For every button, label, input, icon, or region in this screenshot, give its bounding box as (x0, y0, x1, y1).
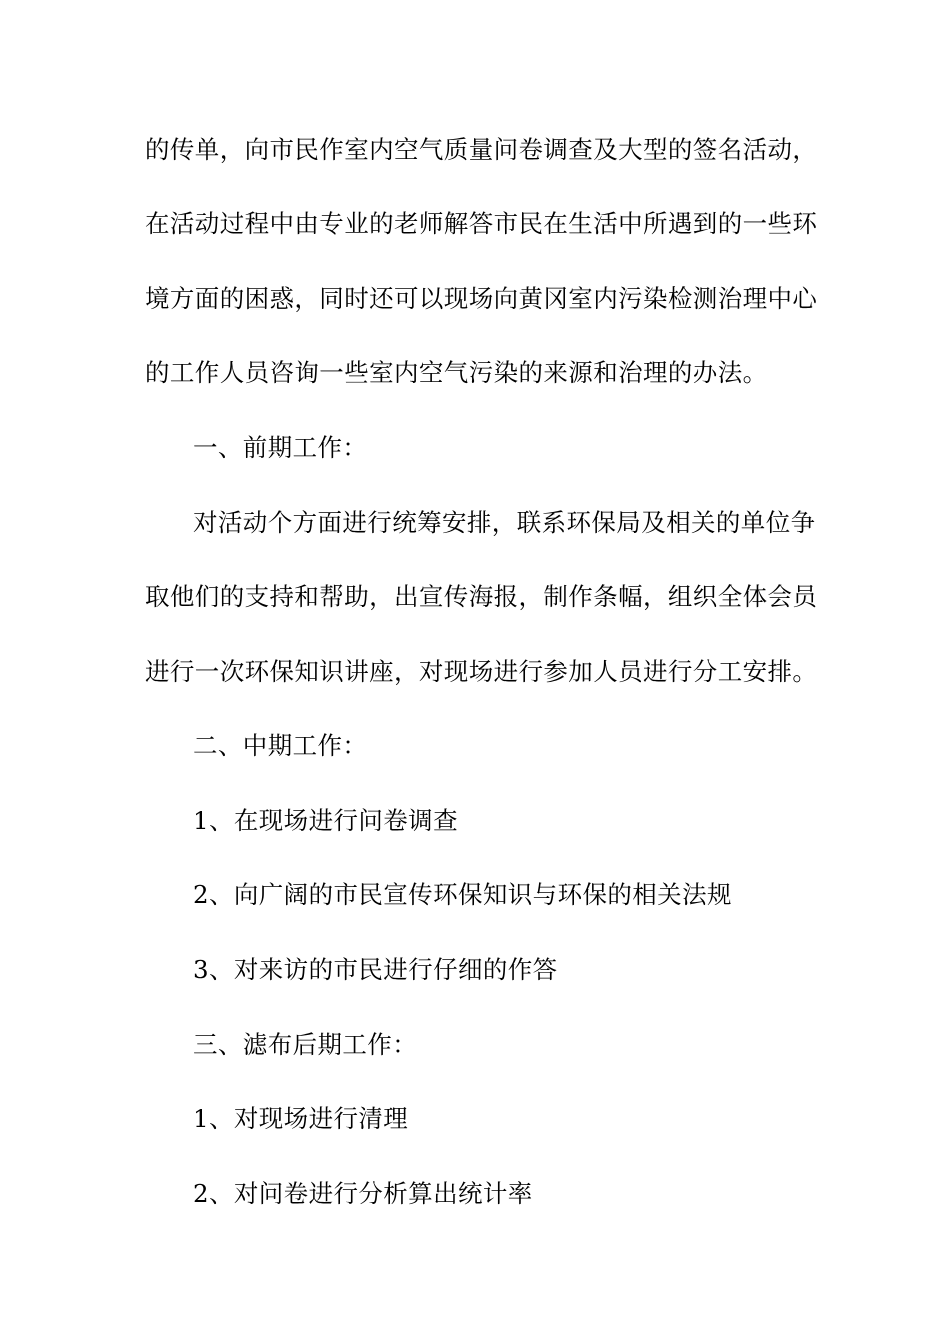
paragraph-line-5: 对活动个方面进行统筹安排，联系环保局及相关的单位争 (193, 508, 816, 537)
paragraph-line-4: 的工作人员咨询一些室内空气污染的来源和治理的办法。 (145, 358, 768, 387)
paragraph-line-1: 的传单，向市民作室内空气质量问卷调查及大型的签名活动， (145, 135, 818, 164)
list-item-mid-2: 2、向广阔的市民宣传环保知识与环保的相关法规 (193, 880, 732, 909)
paragraph-line-3: 境方面的困惑，同时还可以现场向黄冈室内污染检测治理中心 (145, 284, 818, 313)
section-heading-late-work: 三、滤布后期工作： (193, 1030, 418, 1059)
list-item-mid-1: 1、在现场进行问卷调查 (193, 806, 458, 835)
list-item-late-2: 2、对问卷进行分析算出统计率 (193, 1179, 533, 1208)
paragraph-line-7: 进行一次环保知识讲座，对现场进行参加人员进行分工安排。 (145, 657, 818, 686)
section-heading-early-work: 一、前期工作： (193, 433, 368, 462)
paragraph-line-2: 在活动过程中由专业的老师解答市民在生活中所遇到的一些环 (145, 209, 818, 238)
list-item-late-1: 1、对现场进行清理 (193, 1104, 409, 1133)
section-heading-mid-work: 二、中期工作： (193, 731, 368, 760)
list-item-mid-3: 3、对来访的市民进行仔细的作答 (193, 955, 558, 984)
paragraph-line-6: 取他们的支持和帮助，出宣传海报，制作条幅，组织全体会员 (145, 582, 818, 611)
